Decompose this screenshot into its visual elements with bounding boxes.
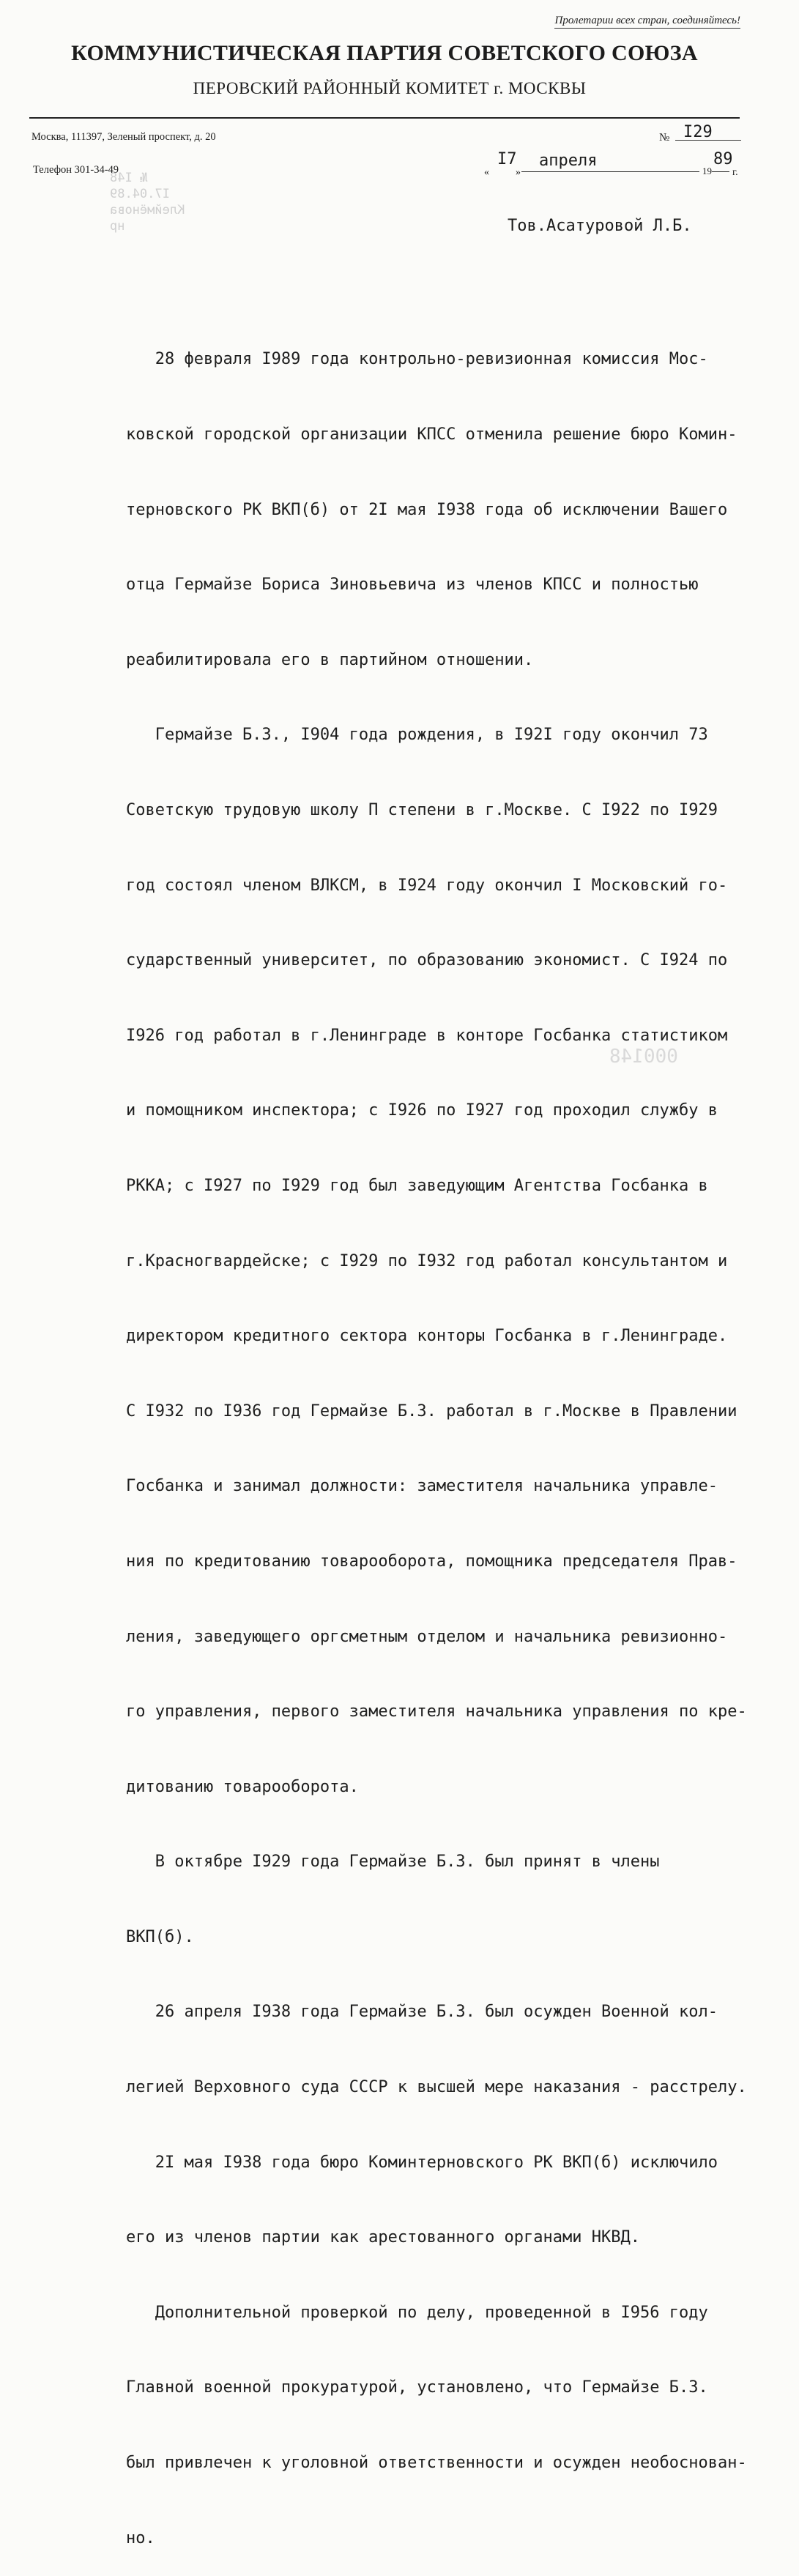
header-rule [29, 117, 740, 119]
body-line: Госбанка и занимал должности: заместителя начальника управле- [126, 1477, 718, 1496]
body-line: легией Верховного суда СССР к высшей мере наказания - расстрелу. [126, 2078, 747, 2097]
date-open-quote: « [484, 167, 489, 178]
body-line: реабилитировала его в партийном отношении. [126, 650, 534, 669]
date-suffix: г. [732, 167, 738, 178]
date-close-quote: » [516, 167, 521, 178]
stamp-line: Клеймёнова [110, 203, 185, 217]
date-year: 89 [713, 150, 733, 168]
body-line: ковской городской организации КПСС отменила решение бюро Комин- [126, 425, 737, 444]
body-line: Дополнительной проверкой по делу, проведенной в I956 году [126, 2303, 708, 2322]
date-month: апреля [539, 152, 598, 170]
body-line: РККА; с I927 по I929 год был заведующим Агентства Госбанка в [126, 1176, 708, 1195]
bleed-through-stamp: 000148 [609, 1046, 678, 1068]
date-day: I7 [497, 150, 517, 168]
body-line: го управления, первого заместителя начальника управления по кре- [126, 1702, 747, 1721]
stamp-line: I7.04.89 [110, 187, 170, 201]
date-underline [521, 171, 699, 172]
document-number-sign: № [659, 132, 670, 144]
body-line: был привлечен к уголовной ответственности и осужден необоснован- [126, 2454, 747, 2473]
body-line: терновского РК ВКП(б) от 2I мая I938 года об исключении Вашего [126, 500, 728, 519]
body-line: ления, заведующего оргсметным отделом и начальника ревизионно- [126, 1627, 728, 1646]
body-line: ния по кредитованию товарооборота, помощника председателя Прав- [126, 1552, 737, 1571]
document-number: I29 [683, 123, 713, 141]
sender-address: Москва, 111397, Зеленый проспект, д. 20 [31, 131, 216, 143]
party-motto: Пролетарии всех стран, соединяйтесь! [554, 15, 740, 29]
registration-stamp [110, 170, 212, 234]
body-line: Главной военной прокуратурой, установлено, что Гермайзе Б.З. [126, 2378, 708, 2397]
body-line: ВКП(б). [126, 1927, 194, 1946]
body-line: 28 февраля I989 года контрольно-ревизионная комиссия Мос- [126, 350, 708, 369]
body-line: 26 апреля I938 года Гермайзе Б.З. был осужден Военной кол- [126, 2003, 718, 2022]
body-line: Гермайзе Б.З., I904 года рождения, в I92I году окончил 73 [126, 726, 708, 745]
body-line: 2I мая I938 года бюро Коминтерновского РК ВКП(б) исключило [126, 2153, 718, 2172]
body-line: дитованию товарооборота. [126, 1777, 359, 1796]
date-century: 19 [702, 165, 712, 176]
body-line: и помощником инспектора; с I926 по I927 год проходил службу в [126, 1101, 718, 1120]
body-line: директором кредитного сектора конторы Госбанка в г.Ленинграде. [126, 1327, 728, 1346]
body-line: сударственный университет, по образованию экономист. С I924 по [126, 951, 728, 970]
date-year-underline [712, 171, 729, 172]
body-line: но. [126, 2528, 155, 2547]
stamp-line: № I48 [110, 171, 148, 185]
body-line: I926 год работал в г.Ленинграде в конторе Госбанка статистиком [126, 1026, 728, 1045]
body-line: его из членов партии как арестованного органами НКВД. [126, 2228, 640, 2247]
recipient: Тов.Асатуровой Л.Б. [508, 217, 692, 235]
body-line: г.Красногвардейске; с I929 по I932 год работал консультантом и [126, 1251, 728, 1270]
body-line: отца Гермайзе Бориса Зиновьевича из членов КПСС и полностью [126, 576, 699, 595]
letter-body [126, 297, 778, 2576]
stamp-line: нр [110, 219, 125, 234]
letterhead-title: КОММУНИСТИЧЕСКАЯ ПАРТИЯ СОВЕТСКОГО СОЮЗА [71, 41, 698, 65]
body-line: Советскую трудовую школу П степени в г.Москве. С I922 по I929 [126, 800, 718, 819]
body-line: год состоял членом ВЛКСМ, в I924 году окончил I Московский го- [126, 876, 728, 895]
letterhead-subtitle: ПЕРОВСКИЙ РАЙОННЫЙ КОМИТЕТ г. МОСКВЫ [193, 79, 587, 97]
body-line: В октябре I929 года Гермайзе Б.З. был принят в члены [126, 1853, 660, 1872]
sender-phone: Телефон 301-34-49 [33, 164, 119, 176]
body-line: С I932 по I936 год Гермайзе Б.З. работал в г.Москве в Правлении [126, 1401, 737, 1421]
